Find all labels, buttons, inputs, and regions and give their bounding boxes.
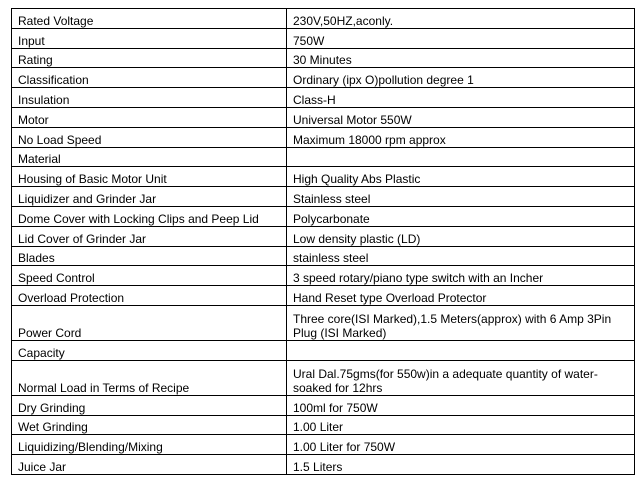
specifications-table [11,8,635,475]
row-label: Motor [12,107,287,127]
row-value: 100ml for 750W [287,395,635,415]
row-value: 1.00 Liter for 750W [287,435,635,455]
row-value: Low density plastic (LD) [287,226,635,246]
row-label: Lid Cover of Grinder Jar [12,226,287,246]
row-label: Rated Voltage [12,9,287,29]
row-label: Material [12,147,287,167]
row-value: Stainless steel [287,187,635,207]
table-row [12,395,635,415]
table-row [12,455,635,475]
table-row [12,305,635,340]
row-value: Hand Reset type Overload Protector [287,286,635,306]
row-value: Universal Motor 550W [287,107,635,127]
row-label: Dome Cover with Locking Clips and Peep Lid [12,206,287,226]
row-value: 750W [287,28,635,48]
row-value: Maximum 18000 rpm approx [287,127,635,147]
row-value: Class-H [287,88,635,108]
row-label: Power Cord [12,305,287,340]
table-row [12,68,635,88]
table-row [12,107,635,127]
row-label: Housing of Basic Motor Unit [12,167,287,187]
row-label: Input [12,28,287,48]
row-value: 3 speed rotary/piano type switch with an Incher [287,266,635,286]
table-row [12,415,635,435]
row-value: 1.00 Liter [287,415,635,435]
table-row [12,167,635,187]
row-label: Insulation [12,88,287,108]
row-value: 30 Minutes [287,48,635,68]
row-label: Capacity [12,340,287,360]
row-value: High Quality Abs Plastic [287,167,635,187]
row-label: Juice Jar [12,455,287,475]
table-row [12,340,635,360]
row-label: Normal Load in Terms of Recipe [12,360,287,395]
row-label: Liquidizer and Grinder Jar [12,187,287,207]
table-row [12,48,635,68]
table-row [12,88,635,108]
row-value: Ordinary (ipx O)pollution degree 1 [287,68,635,88]
table-row [12,147,635,167]
row-label: Wet Grinding [12,415,287,435]
table-row [12,187,635,207]
table-row [12,435,635,455]
row-value: Polycarbonate [287,206,635,226]
table-row [12,206,635,226]
table-row [12,266,635,286]
row-value [287,147,635,167]
table-row [12,9,635,29]
table-row [12,28,635,48]
table-row [12,286,635,306]
row-value: Three core(ISI Marked),1.5 Meters(approx) with 6 Amp 3Pin Plug (ISI Marked) [287,305,635,340]
row-label: Blades [12,246,287,266]
row-value: Ural Dal.75gms(for 550w)in a adequate quantity of water-soaked for 12hrs [287,360,635,395]
row-label: Dry Grinding [12,395,287,415]
row-value: 1.5 Liters [287,455,635,475]
row-value: 230V,50HZ,aconly. [287,9,635,29]
table-row [12,246,635,266]
row-label: Overload Protection [12,286,287,306]
row-value: stainless steel [287,246,635,266]
row-label: Classification [12,68,287,88]
row-label: Liquidizing/Blending/Mixing [12,435,287,455]
table-row [12,360,635,395]
table-row [12,127,635,147]
table-row [12,226,635,246]
row-label: Speed Control [12,266,287,286]
row-label: Rating [12,48,287,68]
row-value [287,340,635,360]
row-label: No Load Speed [12,127,287,147]
